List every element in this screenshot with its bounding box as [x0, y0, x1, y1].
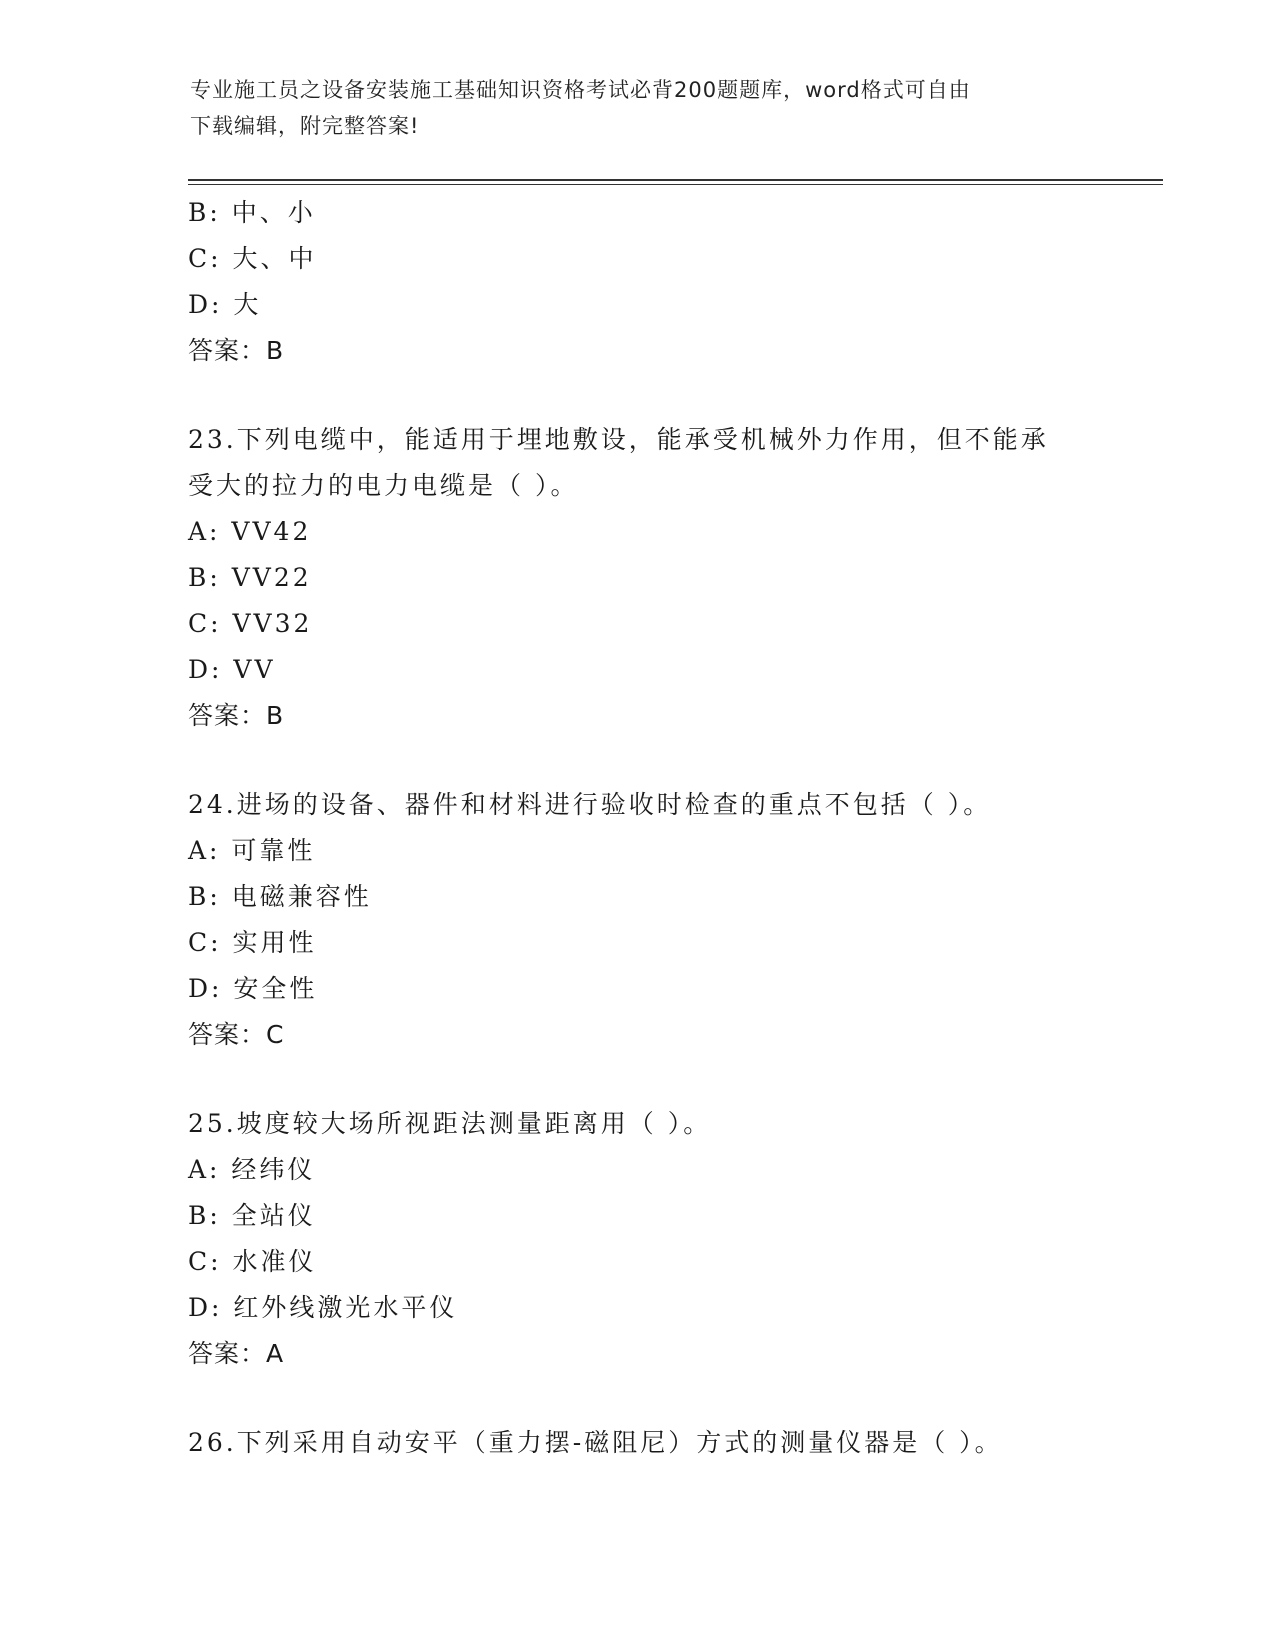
- document-header: [190, 72, 1090, 144]
- option-d: D: VV: [188, 655, 276, 684]
- question-22-continued: [188, 190, 1108, 374]
- answer-label: 答案：B: [188, 336, 285, 365]
- question-stem: 26.下列采用自动安平（重力摆-磁阻尼）方式的测量仪器是（ ）。: [188, 1428, 1003, 1457]
- question-stem: 25.坡度较大场所视距法测量距离用（ ）。: [188, 1109, 712, 1138]
- question-25: [188, 1101, 1108, 1377]
- answer-label: 答案：B: [188, 701, 285, 730]
- option-c: C: 实用性: [188, 928, 317, 957]
- option-a: A: 可靠性: [188, 836, 316, 865]
- header-divider-thick: [188, 179, 1163, 181]
- header-line-1: 专业施工员之设备安装施工基础知识资格考试必背200题题库，word格式可自由: [190, 78, 971, 102]
- option-b: B: VV22: [188, 563, 312, 592]
- option-c: C: 大、中: [188, 244, 317, 273]
- question-spacer: [188, 374, 1108, 417]
- header-line-2: 下载编辑，附完整答案!: [190, 114, 420, 138]
- question-26: [188, 1420, 1108, 1466]
- option-d: D: 安全性: [188, 974, 318, 1003]
- option-c: C: VV32: [188, 609, 313, 638]
- option-b: B: 电磁兼容性: [188, 882, 372, 911]
- option-c: C: 水准仪: [188, 1247, 317, 1276]
- question-list: [188, 190, 1108, 1466]
- question-stem: 23.下列电缆中，能适用于埋地敷设，能承受机械外力作用，但不能承: [188, 425, 1049, 454]
- option-d: D: 红外线激光水平仪: [188, 1293, 458, 1322]
- question-24: [188, 782, 1108, 1058]
- question-spacer: [188, 739, 1108, 782]
- question-spacer: [188, 1377, 1108, 1420]
- answer-label: 答案：C: [188, 1020, 285, 1049]
- option-b: B: 中、小: [188, 198, 316, 227]
- question-stem-continued: 受大的拉力的电力电缆是（ ）。: [188, 471, 579, 500]
- header-divider-thin: [188, 184, 1163, 185]
- question-stem: 24.进场的设备、器件和材料进行验收时检查的重点不包括（ ）。: [188, 790, 992, 819]
- question-spacer: [188, 1058, 1108, 1101]
- option-a: A: 经纬仪: [188, 1155, 316, 1184]
- option-a: A: VV42: [188, 517, 312, 546]
- option-d: D: 大: [188, 290, 262, 319]
- question-23: [188, 417, 1108, 739]
- answer-label: 答案：A: [188, 1339, 285, 1368]
- option-b: B: 全站仪: [188, 1201, 316, 1230]
